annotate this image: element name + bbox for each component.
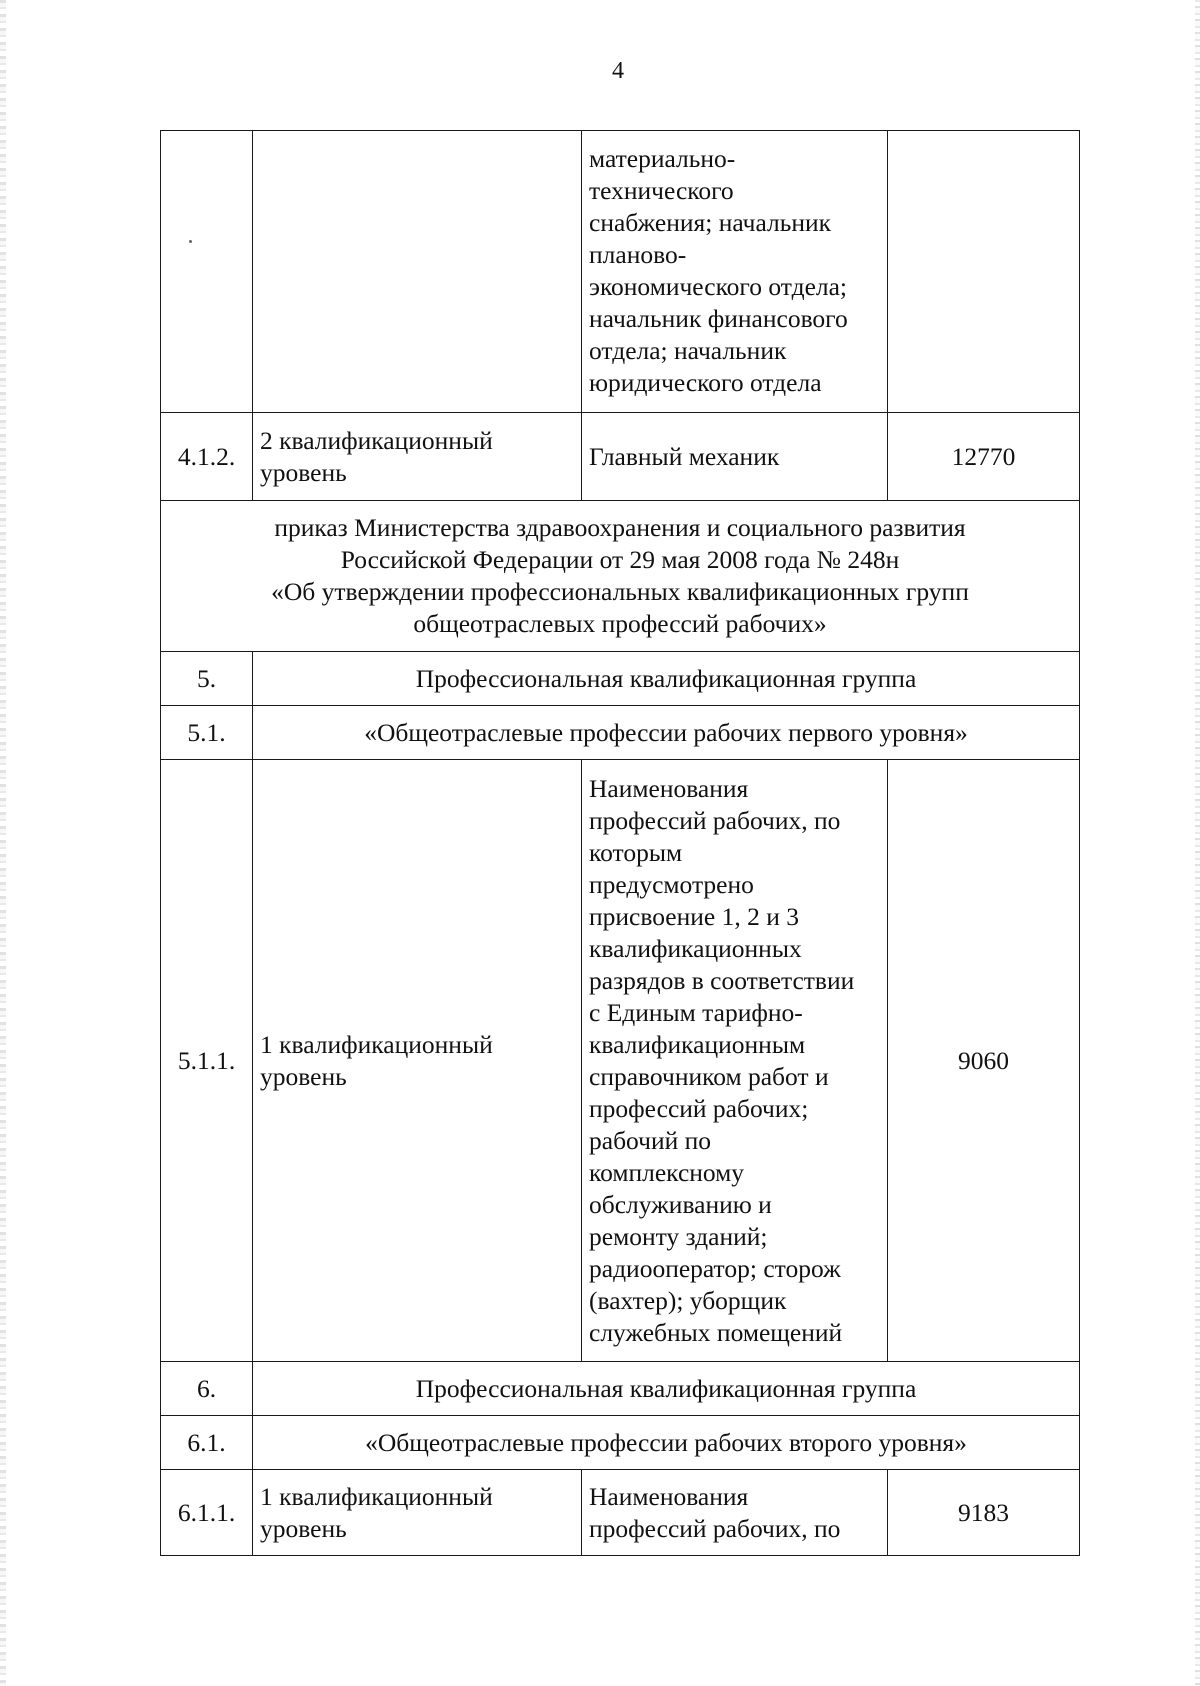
row-number-cell: 6.1. — [161, 1416, 253, 1470]
positions-line: квалификационным — [589, 1029, 806, 1059]
row-number-cell: 6. — [161, 1362, 253, 1416]
row-number-cell: 5. — [161, 652, 253, 706]
table-row — [161, 652, 1080, 706]
positions-line: материально- — [589, 144, 736, 173]
positions-line: комплексному — [589, 1157, 745, 1187]
positions-line: разрядов в соответствии — [589, 965, 855, 995]
positions-line: начальник финансового — [589, 304, 848, 333]
table-row — [161, 706, 1080, 760]
order-reference-line: приказ Министерства здравоохранения и социального развития — [274, 513, 966, 542]
table-row — [161, 1362, 1080, 1416]
table-row — [161, 501, 1080, 652]
order-reference-line: общеотраслевых профессий рабочих» — [413, 609, 827, 638]
positions-line: (вахтер); уборщик — [589, 1285, 787, 1315]
table-row — [161, 413, 1080, 501]
positions-line: квалификационных — [589, 933, 802, 963]
positions-line: с Единым тарифно- — [589, 997, 803, 1027]
scan-edge-right — [1195, 0, 1200, 1686]
positions-line: радиооператор; сторож — [589, 1253, 841, 1283]
positions-line: служебных помещений — [589, 1317, 843, 1347]
level-name-line: 1 квалификационный — [260, 1029, 493, 1059]
table-row — [161, 1416, 1080, 1470]
table-row — [161, 1470, 1080, 1556]
level-name-cell — [253, 413, 582, 501]
positions-line: профессий рабочих, по — [589, 805, 841, 835]
group-subtitle-cell: «Общеотраслевые профессии рабочих второго уровня» — [253, 1416, 1080, 1470]
level-name-line: уровень — [260, 1061, 347, 1091]
positions-line: профессий рабочих, по — [589, 1513, 841, 1543]
qualification-table — [160, 130, 1080, 1556]
row-number-cell: 5.1.1. — [161, 760, 253, 1362]
level-name-cell — [253, 760, 582, 1362]
positions-line: присвоение 1, 2 и 3 — [589, 901, 799, 931]
salary-cell: 9060 — [888, 760, 1080, 1362]
positions-cell — [582, 760, 888, 1362]
table-row — [161, 131, 1080, 413]
order-reference-line: «Об утверждении профессиональных квалификационных групп — [271, 577, 969, 606]
positions-line: предусмотрено — [589, 869, 754, 899]
positions-line: снабжения; начальник — [589, 208, 832, 237]
positions-cell — [582, 1470, 888, 1556]
salary-cell: 12770 — [888, 413, 1080, 501]
level-name-cell — [253, 1470, 582, 1556]
positions-line: рабочий по — [589, 1125, 712, 1155]
order-reference-cell — [161, 501, 1080, 652]
level-name-cell — [253, 131, 582, 413]
group-title-cell: Профессиональная квалификационная группа — [253, 1362, 1080, 1416]
level-name-line: 1 квалификационный — [260, 1481, 493, 1511]
positions-cell: Главный механик — [582, 413, 888, 501]
scan-edge-left — [0, 0, 6, 1686]
row-number-cell — [161, 131, 253, 413]
page-number: 4 — [612, 58, 624, 84]
positions-line: которым — [589, 837, 683, 867]
table-row — [161, 760, 1080, 1362]
level-name-line: 2 квалификационный — [260, 425, 493, 455]
positions-cell — [582, 131, 888, 413]
positions-line: юридического отдела — [589, 368, 822, 397]
positions-line: ремонту зданий; — [589, 1221, 768, 1251]
salary-cell: 9183 — [888, 1470, 1080, 1556]
positions-line: технического — [589, 176, 734, 205]
positions-line: экономического отдела; — [589, 272, 848, 301]
positions-line: профессий рабочих; — [589, 1093, 809, 1123]
positions-line: отдела; начальник — [589, 336, 787, 365]
group-subtitle-cell: «Общеотраслевые профессии рабочих первого уровня» — [253, 706, 1080, 760]
row-number-cell: 6.1.1. — [161, 1470, 253, 1556]
row-number-cell: 4.1.2. — [161, 413, 253, 501]
order-reference-line: Российской Федерации от 29 мая 2008 года № 248н — [340, 545, 900, 574]
positions-line: Наименования — [589, 1481, 749, 1511]
level-name-line: уровень — [260, 457, 347, 487]
group-title-cell: Профессиональная квалификационная группа — [253, 652, 1080, 706]
level-name-line: уровень — [260, 1513, 347, 1543]
positions-line: Наименования — [589, 773, 749, 803]
positions-line: справочником работ и — [589, 1061, 829, 1091]
row-number-cell: 5.1. — [161, 706, 253, 760]
salary-cell — [888, 131, 1080, 413]
positions-line: обслуживанию и — [589, 1189, 772, 1219]
positions-line: планово- — [589, 240, 687, 269]
